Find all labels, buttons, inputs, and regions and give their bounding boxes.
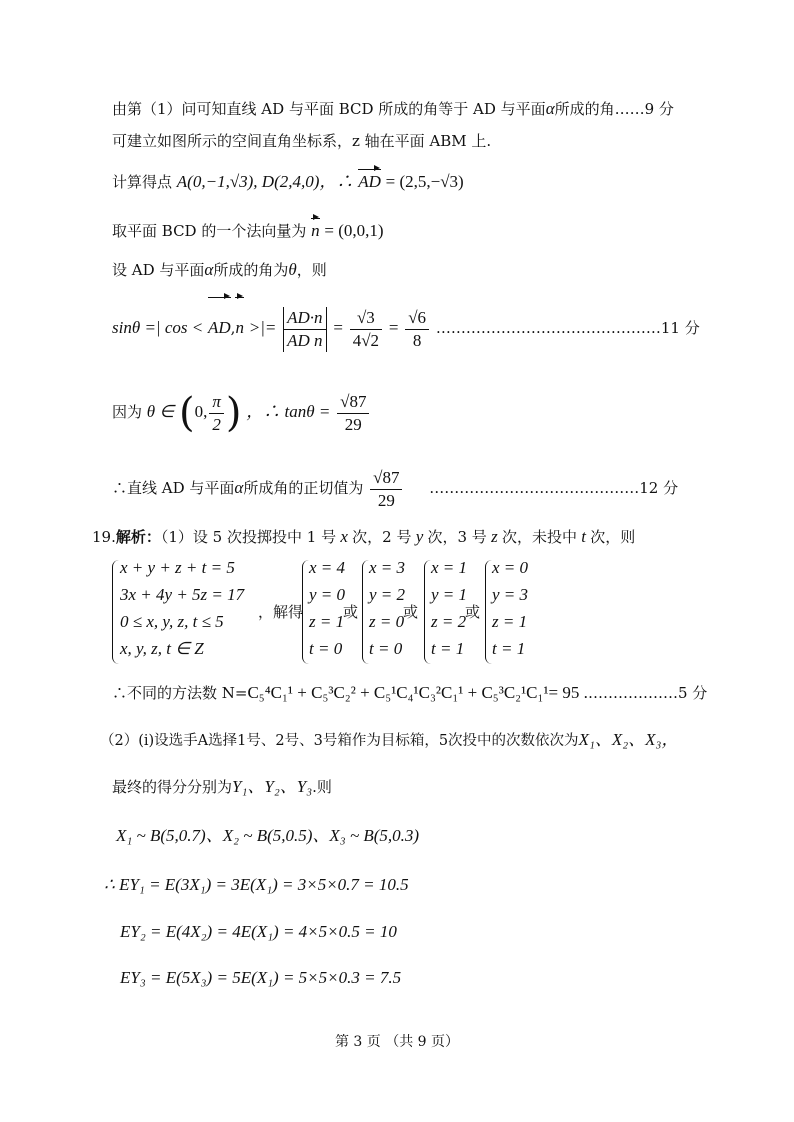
score-dots: ………………………………………11 分 — [435, 319, 700, 337]
text: .则 — [312, 778, 332, 796]
text: 设 AD 与平面 — [112, 261, 205, 279]
text: 最终的得分分别为 — [112, 778, 233, 796]
equation: t = 1 — [431, 639, 465, 658]
brace — [112, 560, 119, 664]
text: ∴直线 AD 与平面 — [112, 479, 235, 497]
fraction — [209, 391, 224, 436]
brace — [424, 560, 431, 664]
brace — [362, 560, 369, 664]
equation: z = 2 — [431, 612, 467, 631]
numerator: π — [209, 391, 224, 414]
denominator: 8 — [412, 330, 422, 350]
text: 由第（1）问可知直线 AD 与平面 BCD 所成的角等于 AD 与平面 — [112, 100, 546, 118]
fraction — [350, 307, 382, 352]
numerator: √87 — [337, 391, 369, 414]
text: ∴不同的方法数 N= — [112, 684, 248, 702]
tan-expression: ，∴ tanθ = — [246, 402, 331, 421]
numerator: √87 — [370, 467, 402, 490]
text: ，解得 — [258, 603, 304, 621]
equation: z = 0 — [369, 612, 405, 631]
equation: y = 1 — [431, 585, 468, 604]
equation: 0 ≤ x, y, z, t ≤ 5 — [120, 612, 224, 631]
score-dots: ……………………………………12 分 — [429, 479, 679, 497]
equation: t = 0 — [309, 639, 343, 658]
text: （2）(i)设选手A选择1号、2号、3号箱作为目标箱，5次投中的次数依次为 — [100, 733, 579, 749]
denominator: 29 — [377, 490, 395, 510]
score-dots: ………………5 分 — [588, 684, 708, 702]
text-line — [112, 683, 708, 703]
vector-ad: AD — [358, 172, 381, 191]
distribution-line: X₁ ~ B(5,0.7)、X₂ ~ B(5,0.5)、X₃ ~ B(5,0.3) — [116, 826, 420, 845]
equation: x, y, z, t ∈ Z — [120, 639, 204, 658]
or-text: 或 — [465, 603, 481, 621]
text: 次，3 号 — [427, 528, 487, 546]
text: 所成角的正切值为 — [243, 479, 364, 497]
text-line — [112, 172, 464, 192]
equation: x = 4 — [309, 558, 346, 577]
theta-symbol: θ — [288, 260, 297, 279]
numerator: √3 — [350, 307, 382, 330]
text: ，则 — [296, 261, 327, 279]
question-number: 19. — [92, 528, 116, 546]
denominator: 2 — [212, 414, 221, 434]
denominator: 4√2 — [352, 330, 380, 350]
text: 所成的角为 — [213, 261, 289, 279]
denominator: 29 — [344, 414, 362, 434]
equation: y = 3 — [492, 585, 529, 604]
text: 因为 — [112, 403, 143, 421]
combination-expression: C₅⁴C₁¹ + C₅³C₂² + C₅¹C₄¹C₃²C₁¹ + C₅³C₂¹C₁¹ — [247, 683, 549, 702]
text-line: 因为 θ ∈ (0, $\frac{\pi}{2}$ ) ，∴ tanθ = $\frac{√87}{29}$ — [112, 384, 371, 441]
equation: x = 0 — [492, 558, 529, 577]
or-text: 或 — [343, 603, 359, 621]
text: 次，则 — [590, 528, 636, 546]
vector-n: n — [311, 221, 320, 240]
analysis-label: 解析： — [115, 528, 161, 546]
equation: t = 1 — [492, 639, 526, 658]
text-line — [112, 260, 327, 280]
text: （1）设 5 次投掷投中 1 号 — [160, 528, 337, 546]
fraction — [283, 307, 326, 352]
text: 次，未投中 — [501, 528, 577, 546]
equation: x = 3 — [369, 558, 406, 577]
sin-mid: >|= — [248, 318, 277, 337]
expectation-line: EY₂ = E(4X₂) = 4E(X₁) = 4×5×0.5 = 10 — [120, 922, 397, 941]
text-line — [112, 221, 384, 241]
or-text: 或 — [403, 603, 419, 621]
sin-lhs: sinθ =| cos < — [112, 318, 204, 337]
variables: Y₁、Y₂、Y₃ — [232, 777, 313, 796]
expectation-line: EY₃ = E(5X₃) = 5E(X₁) = 5×5×0.3 = 7.5 — [120, 968, 402, 987]
theta-in: θ ∈ — [146, 402, 175, 421]
fraction — [405, 307, 429, 352]
text-line — [100, 730, 678, 751]
points-expression: A(0,−1,√3), D(2,4,0)，∴ — [176, 172, 354, 191]
result: = 95 . — [548, 683, 588, 702]
text-line: 可建立如图所示的空间直角坐标系，z 轴在平面 ABM 上. — [112, 132, 492, 150]
equation: x = 1 — [431, 558, 468, 577]
equation: z = 1 — [309, 612, 345, 631]
equation: z = 1 — [492, 612, 528, 631]
alpha-symbol: α — [545, 99, 555, 118]
text: 计算得点 — [112, 173, 173, 191]
numerator: AD·n — [283, 307, 326, 330]
fraction — [370, 467, 402, 512]
vector-value: = (0,0,1) — [324, 221, 384, 240]
text: 次，2 号 — [352, 528, 412, 546]
equation: 3x + 4y + 5z = 17 — [120, 585, 245, 604]
denominator: AD n — [283, 330, 326, 352]
expectation-line: ∴ EY₁ = E(3X₁) = 3E(X₁) = 3×5×0.7 = 10.5 — [104, 875, 409, 894]
numerator: √6 — [405, 307, 429, 330]
text-line — [112, 777, 332, 797]
equation: x + y + z + t = 5 — [120, 558, 235, 577]
equation: y = 0 — [309, 585, 346, 604]
vector-value: = (2,5,−√3) — [385, 172, 464, 191]
alpha-symbol: α — [204, 260, 214, 279]
vector-n: n — [235, 300, 244, 356]
text: 所成的角……9 分 — [554, 100, 674, 118]
vector-ad: AD — [208, 300, 231, 356]
text-line — [112, 99, 674, 119]
fraction — [337, 391, 369, 436]
sin-formula: sinθ =| cos < AD,n >|= $\frac{AD\cdot n}{\text{AD n}}$ = $\frac{√3}{4√2}$ = $\frac{√6}{8}$ ………………………………………11 分 — [112, 300, 700, 356]
page-footer: 第 3 页 （共 9 页） — [334, 1034, 460, 1050]
equation: t = 0 — [369, 639, 403, 658]
text: 取平面 BCD 的一个法向量为 — [112, 222, 307, 240]
interval-start: 0, — [194, 402, 208, 421]
text-line — [112, 460, 678, 516]
variables: X₁、X₂、X₃， — [578, 730, 679, 749]
alpha-symbol: α — [234, 478, 244, 497]
question-header: 19.解析：（1）设 5 次投掷投中 1 号 x 次，2 号 y 次，3 号 z 次，未投中 t 次，则 — [92, 527, 636, 546]
brace — [302, 560, 309, 664]
brace — [485, 560, 492, 664]
equation: y = 2 — [369, 585, 406, 604]
